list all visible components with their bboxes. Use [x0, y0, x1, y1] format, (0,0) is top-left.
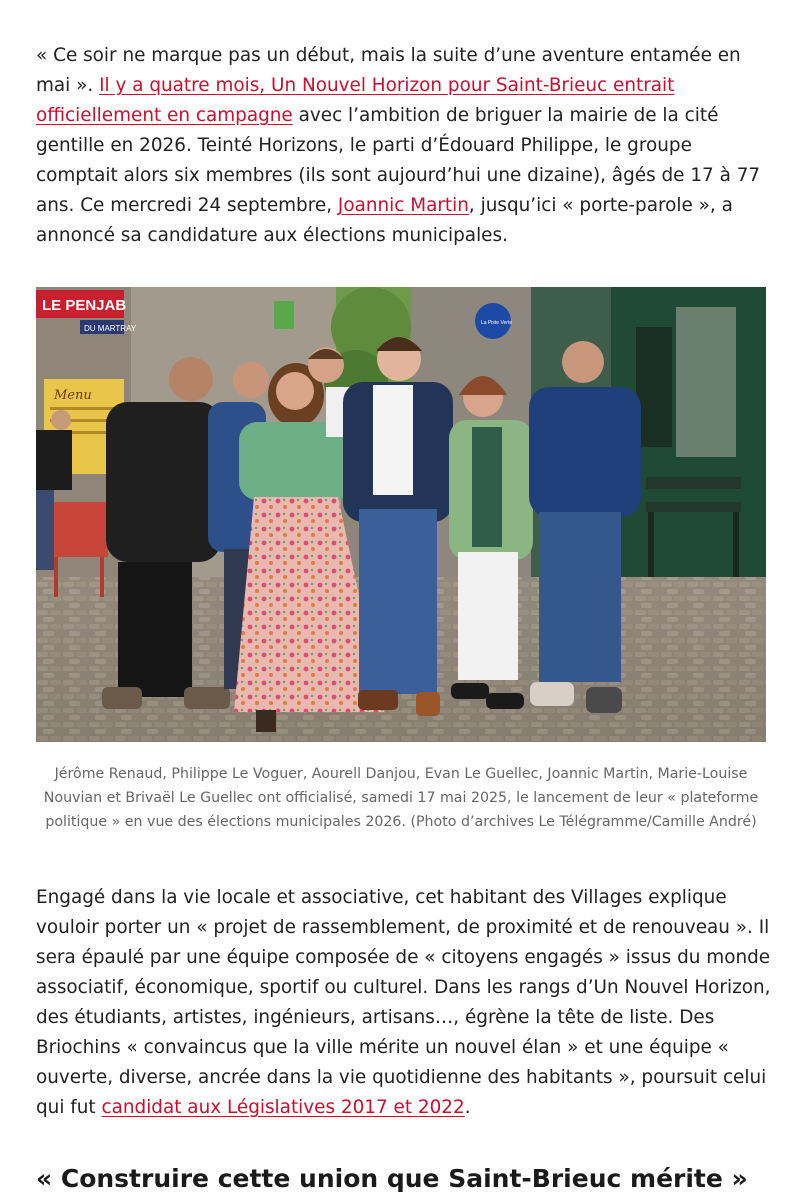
body-paragraph — [36, 883, 772, 1123]
article-photo — [36, 287, 766, 742]
legislatives-link[interactable]: candidat aux Législatives 2017 et 2022 — [101, 1097, 465, 1118]
intro-body: avec l’ambition de briguer la mairie de la cité gentille en 2026. Teinté Horizons, le parti d’Édouard Philippe, le groupe comptait alors six membres (ils sont aujourd’hui une dizaine), âgés de 17 à 77 ans. Ce mercredi 24 septembre, — [36, 105, 761, 216]
menu-board: Menu — [54, 388, 92, 403]
section-heading: « Construire cette union que Saint-Brieuc mérite » — [36, 1164, 748, 1193]
group-photo-illustration — [36, 287, 766, 742]
round-shop-sign: La Piste Verte — [481, 320, 513, 326]
intro-paragraph — [36, 41, 772, 251]
body-end: . — [464, 1097, 471, 1118]
body-text: Engagé dans la vie locale et associative, cet habitant des Villages explique vouloir porter un « projet de rassemblement, de proximité et de renouveau ». Il sera épaulé par une équipe composée de « citoyens engagés » issus du monde associatif, économique, sportif ou culturel. Dans les rangs d’Un Nouvel Horizon, des étudiants, artistes, ingénieurs, artisans…, égrène la tête de liste. Des Briochins « convaincus que la ville mérite un nouvel élan » et une équipe « ouverte, diverse, ancrée dans la vie quotidienne des habitants », poursuit celui qui fut — [36, 887, 771, 1118]
joannic-martin-link[interactable]: Joannic Martin — [337, 195, 469, 216]
campaign-start-link[interactable]: Il y a quatre mois, Un Nouvel Horizon pour Saint-Brieuc entrait officiellement en campagne — [36, 75, 675, 126]
restaurant-sign: LE PENJAB — [42, 297, 127, 314]
intro-quote: « Ce soir ne marque pas un début, mais la suite d’une aventure entamée en mai ». — [36, 45, 741, 96]
intro-end: , jusqu’ici « porte-parole », a annoncé sa candidature aux élections municipales. — [36, 195, 733, 246]
photo-caption: Jérôme Renaud, Philippe Le Voguer, Aourell Danjou, Evan Le Guellec, Joannic Martin, Marie-Louise Nouvian et Brivaël Le Guellec ont officialisé, samedi 17 mai 2025, le lancement de leur « plateforme politique » en vue des élections municipales 2026. (Photo d’archives Le Télégramme/Camille André) — [43, 766, 759, 830]
restaurant-subsign: DU MARTRAY — [84, 324, 137, 333]
